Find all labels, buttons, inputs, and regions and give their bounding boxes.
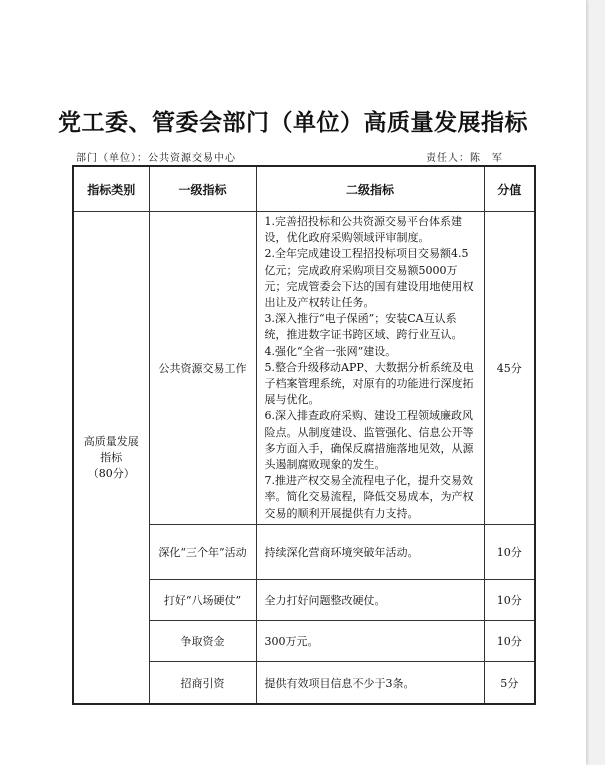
level2-item: 7.推进产权交易全流程电子化，提升交易效率。简化交易流程，降低交易成本，为产权交易的顺利开展提供有力支持。 [264,474,474,520]
category-cell [73,212,149,705]
header-level2: 二级指标 [256,166,484,212]
category-score: （80分） [87,466,135,480]
level2-item: 2.全年完成建设工程招投标项目交易额4.5亿元；完成政府采购项目交易额5000万元；完成管委会下达的国有建设用地使用权出让及产权转让任务。 [264,247,474,310]
level2-cell: 300万元。 [256,620,484,661]
category-line: 指标 [100,450,123,464]
header-level1: 一级指标 [149,166,256,212]
category-line: 高质量发展 [83,434,139,448]
level2-cell [256,212,484,525]
level2-cell: 持续深化营商环境突破年活动。 [256,524,484,579]
score-cell: 10分 [484,524,535,579]
header-category: 指标类别 [73,166,149,212]
document-title: 党工委、管委会部门（单位）高质量发展指标 [58,109,528,136]
level2-item: 4.强化“全省一张网”建设。 [264,344,397,358]
table-header-row [73,166,535,212]
level2-cell: 全力打好问题整改硬仗。 [256,579,484,620]
table-row [73,212,535,525]
level2-item: 3.深入推行“电子保函”；安装CA互认系统，推进数字证书跨区域、跨行业互认。 [264,312,463,342]
score-cell: 10分 [484,579,535,620]
score-cell: 10分 [484,620,535,661]
responsible-person-label: 责任人：陈 军 [426,153,503,164]
level2-item: 1.完善招投标和公共资源交易平台体系建设，优化政府采购领域评审制度。 [264,215,462,245]
header-score: 分值 [484,166,535,212]
score-cell: 45分 [484,212,535,525]
level1-cell: 招商引资 [149,661,256,704]
level2-item: 5.整合升级移动APP、大数据分析系统及电子档案管理系统，对原有的功能进行深度拓展与优化。 [264,360,474,407]
level1-cell: 深化“三个年”活动 [149,524,256,579]
level1-cell: 争取资金 [149,620,256,661]
level2-cell: 提供有效项目信息不少于3条。 [256,661,484,704]
level1-cell: 公共资源交易工作 [149,212,256,525]
score-cell: 5分 [484,661,535,704]
level2-item: 6.深入排查政府采购、建设工程领域廉政风险点。从制度建设、监管强化、信息公开等多方面入手，确保反腐措施落地见效，从源头遏制腐败现象的发生。 [264,409,474,472]
department-label: 部门（单位）：公共资源交易中心 [76,153,236,164]
level1-cell: 打好“八场硬仗” [149,579,256,620]
indicator-table [72,165,536,705]
